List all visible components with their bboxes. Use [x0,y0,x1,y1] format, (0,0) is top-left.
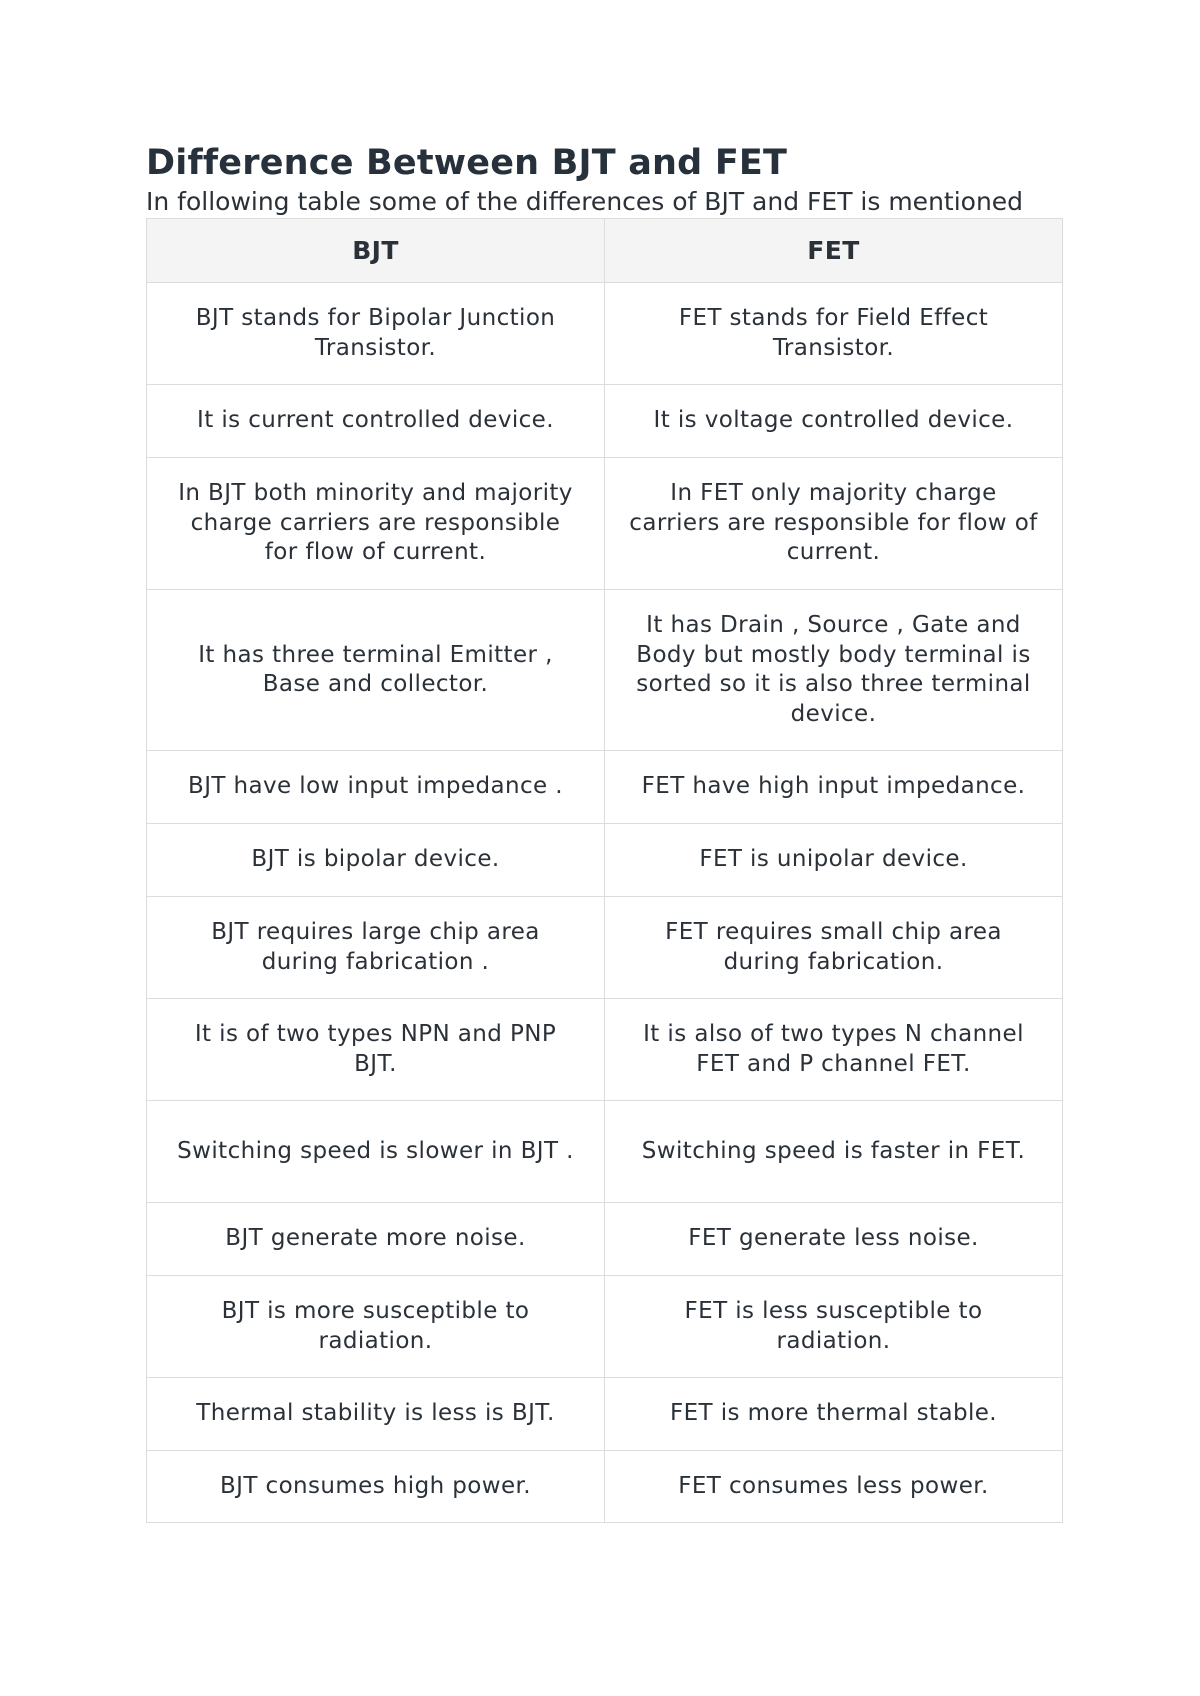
table-cell-bjt: Switching speed is slower in BJT . [147,1101,605,1203]
table-cell-bjt: It is current controlled device. [147,385,605,458]
table-cell-bjt: It has three terminal Emitter , Base and collector. [147,590,605,751]
table-cell-fet: FET generate less noise. [605,1203,1063,1276]
table-row [147,385,1063,458]
page-title: Difference Between BJT and FET [146,143,788,183]
table-header-row [147,219,1063,283]
comparison-table [146,218,1063,1523]
table-cell-fet: It has Drain , Source , Gate and Body but mostly body terminal is sorted so it is also three terminal device. [605,590,1063,751]
table-cell-bjt: In BJT both minority and majority charge carriers are responsible for flow of current. [147,458,605,590]
table-cell-fet: FET stands for Field Effect Transistor. [605,283,1063,385]
table-cell-fet: FET is less susceptible to radiation. [605,1276,1063,1378]
table-row [147,1451,1063,1523]
table-row [147,458,1063,590]
table-row [147,1101,1063,1203]
table-cell-fet: FET is unipolar device. [605,824,1063,897]
table-cell-bjt: BJT is more susceptible to radiation. [147,1276,605,1378]
column-header-fet: FET [605,219,1063,283]
table-cell-bjt: It is of two types NPN and PNP BJT. [147,999,605,1101]
table-row [147,1276,1063,1378]
table-row [147,590,1063,751]
table-cell-fet: FET consumes less power. [605,1451,1063,1523]
column-header-bjt: BJT [147,219,605,283]
table-row [147,897,1063,999]
table-cell-fet: In FET only majority charge carriers are responsible for flow of current. [605,458,1063,590]
table-cell-fet: FET requires small chip area during fabrication. [605,897,1063,999]
table-cell-bjt: BJT generate more noise. [147,1203,605,1276]
table-row [147,283,1063,385]
table-cell-bjt: BJT consumes high power. [147,1451,605,1523]
table-cell-bjt: Thermal stability is less is BJT. [147,1378,605,1451]
table-cell-bjt: BJT requires large chip area during fabrication . [147,897,605,999]
table-row [147,824,1063,897]
page-subtitle: In following table some of the differences of BJT and FET is mentioned [146,187,1024,216]
table-cell-fet: FET have high input impedance. [605,751,1063,824]
table-cell-fet: Switching speed is faster in FET. [605,1101,1063,1203]
table-row [147,1203,1063,1276]
table-cell-bjt: BJT stands for Bipolar Junction Transistor. [147,283,605,385]
table-cell-fet: FET is more thermal stable. [605,1378,1063,1451]
table-row [147,999,1063,1101]
table-row [147,751,1063,824]
table-row [147,1378,1063,1451]
table-cell-bjt: BJT is bipolar device. [147,824,605,897]
table-cell-bjt: BJT have low input impedance . [147,751,605,824]
table-cell-fet: It is voltage controlled device. [605,385,1063,458]
table-cell-fet: It is also of two types N channel FET and P channel FET. [605,999,1063,1101]
document-page [146,140,1062,1523]
